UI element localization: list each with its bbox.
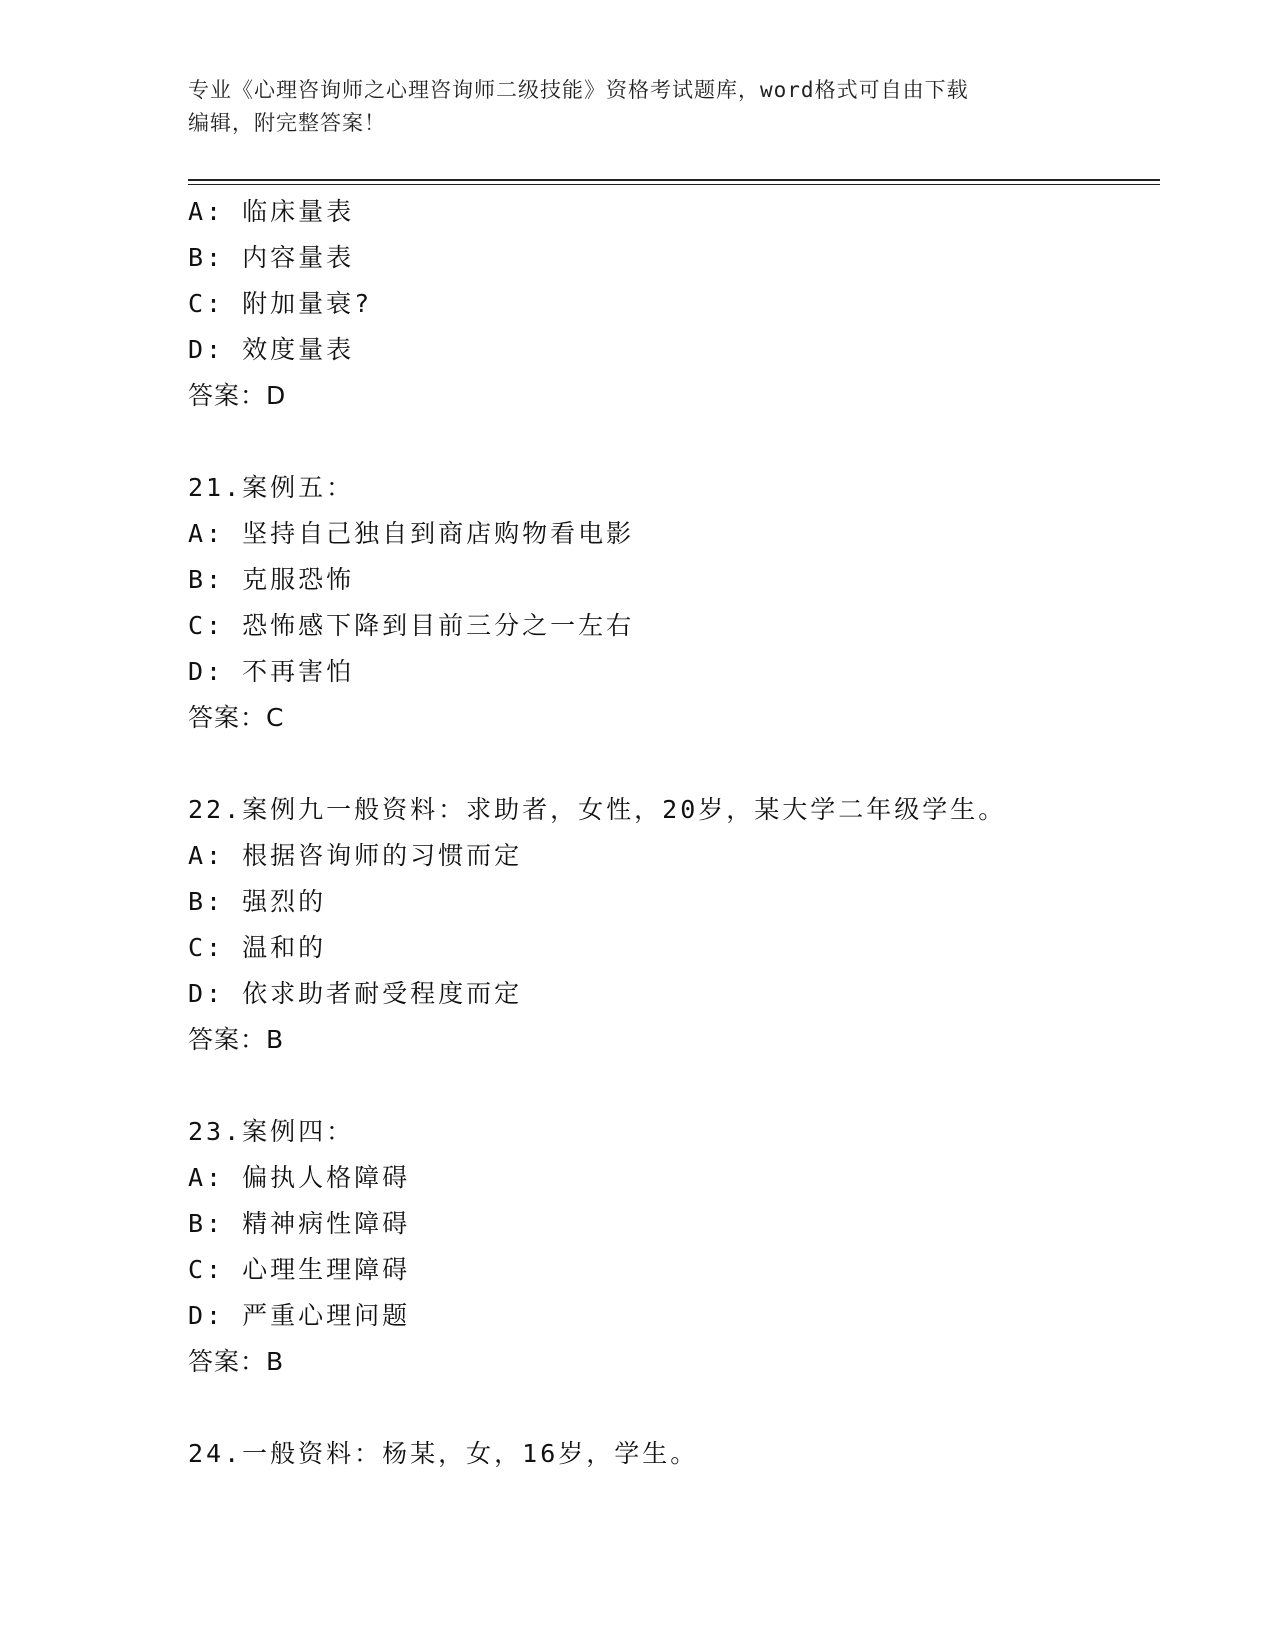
answer: 答案：B [188,1347,285,1376]
option-b: B: 克服恐怖 [188,565,355,594]
document-header [188,74,1088,140]
option-b: B: 精神病性障碍 [188,1209,411,1238]
question-22: 22.案例九一般资料：求助者，女性，20岁，某大学二年级学生。 [188,795,1007,824]
header-divider-thick [188,179,1160,181]
option-a: A: 临床量表 [188,197,355,226]
option-b: B: 强烈的 [188,887,327,916]
option-d: D: 严重心理问题 [188,1301,411,1330]
option-c: C: 心理生理障碍 [188,1255,411,1284]
option-c: C: 温和的 [188,933,327,962]
option-d: D: 依求助者耐受程度而定 [188,979,523,1008]
option-d: D: 不再害怕 [188,657,355,686]
header-line-1: 专业《心理咨询师之心理咨询师二级技能》资格考试题库，word格式可自由下载 [188,78,969,102]
answer: 答案：D [188,381,287,410]
option-c: C: 恐怖感下降到目前三分之一左右 [188,611,635,640]
header-divider-thin [188,184,1160,185]
option-a: A: 坚持自己独自到商店购物看电影 [188,519,635,548]
option-a: A: 偏执人格障碍 [188,1163,411,1192]
answer: 答案：B [188,1025,285,1054]
question-list [188,189,1148,1477]
option-d: D: 效度量表 [188,335,355,364]
header-line-2: 编辑，附完整答案！ [188,111,386,135]
option-a: A: 根据咨询师的习惯而定 [188,841,523,870]
option-b: B: 内容量表 [188,243,355,272]
option-c: C: 附加量衰? [188,289,373,318]
question-23: 23.案例四： [188,1117,355,1146]
question-21: 21.案例五： [188,473,355,502]
question-24: 24.一般资料：杨某，女，16岁，学生。 [188,1439,699,1468]
answer: 答案：C [188,703,285,732]
